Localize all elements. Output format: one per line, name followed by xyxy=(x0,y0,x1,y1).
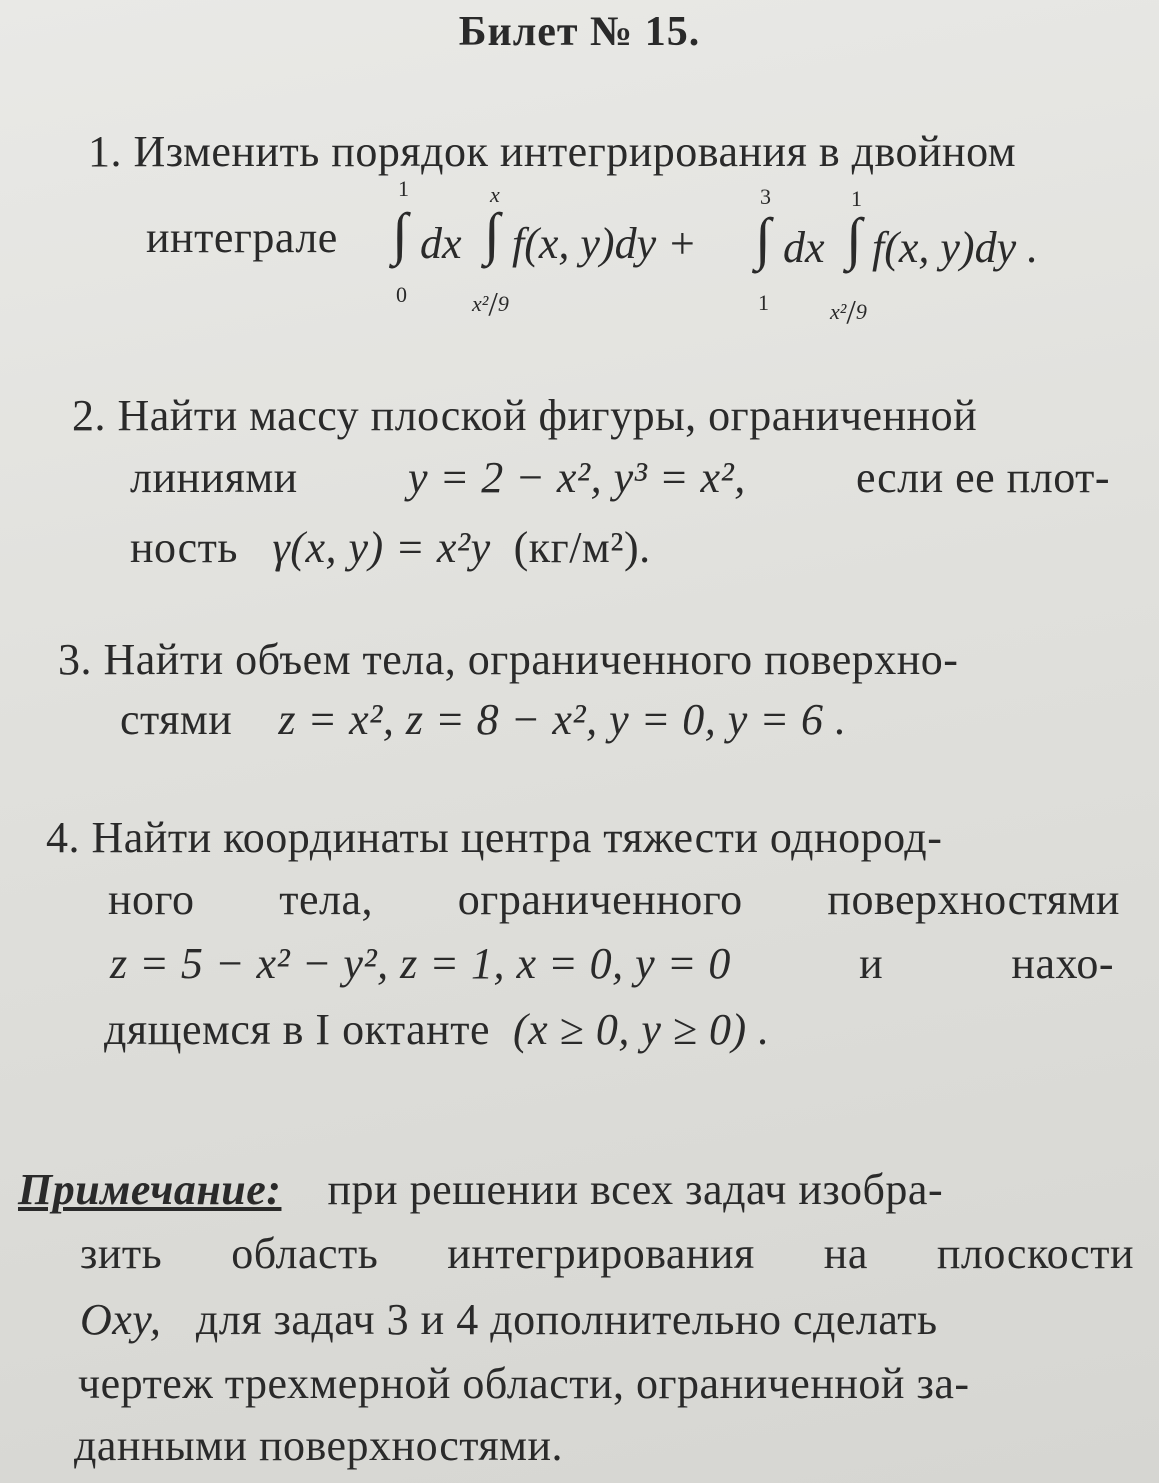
ticket-title: Билет № 15. xyxy=(458,9,701,55)
int4-lower-numerator: x² xyxy=(830,299,847,324)
note-line1-rest: при решении всех задач изобра- xyxy=(327,1165,944,1214)
int4-lower-denominator: 9 xyxy=(855,299,867,324)
task2-line3 xyxy=(130,522,651,573)
task4-line4-text: дящемся в I октанте xyxy=(104,1005,490,1054)
task4-line4 xyxy=(104,1004,770,1055)
note-line2-word: интегрирования xyxy=(447,1229,755,1278)
task3-line1: 3. Найти объем тела, ограниченного поверхно- xyxy=(58,635,959,684)
note-line2-word: на xyxy=(823,1229,868,1278)
task4-line3-tail: нахо- xyxy=(1011,939,1114,988)
integral-sign-icon: ∫ xyxy=(392,201,408,266)
task1-word-integral: интеграле xyxy=(146,213,338,262)
task2-line1: 2. Найти массу плоской фигуры, ограниченной xyxy=(72,391,978,440)
note-line3 xyxy=(80,1294,938,1345)
task2-word-density: ность xyxy=(130,523,238,572)
task2-density-formula: γ(x, y) = x²y xyxy=(272,523,491,572)
int2-lower-limit: x²/9 xyxy=(472,286,509,323)
int2-integrand: f(x, y)dy + xyxy=(512,219,697,268)
note-line2 xyxy=(80,1228,1134,1279)
task3-equations: z = x², z = 8 − x², y = 0, y = 6 . xyxy=(278,695,847,744)
task2-equations: y = 2 − x², y³ = x², xyxy=(407,453,746,502)
task4-line3 xyxy=(110,938,1114,989)
task3-line2 xyxy=(120,694,847,745)
note-line2-word: плоскости xyxy=(936,1229,1134,1278)
int3-upper-limit: 3 xyxy=(760,184,771,209)
int2-lower-denominator: 9 xyxy=(497,291,509,316)
note-line1 xyxy=(18,1164,943,1215)
int4-upper-limit: 1 xyxy=(851,186,862,211)
int3-differential: dx xyxy=(783,223,825,272)
task4-line2-word: ного xyxy=(108,875,195,924)
task2-line2-tail: если ее плот- xyxy=(855,453,1110,502)
note-line2-word: зить xyxy=(80,1229,163,1278)
int1-differential: dx xyxy=(420,219,462,268)
task1-line1: 1. Изменить порядок интегрирования в двойном xyxy=(88,127,1017,176)
int1-lower-limit: 0 xyxy=(396,282,407,307)
task2-word-lines: линиями xyxy=(130,453,298,502)
int4-lower-limit: x²/9 xyxy=(830,294,867,331)
int4-integrand: f(x, y)dy . xyxy=(872,223,1039,272)
note-line4: чертеж трехмерной области, ограниченной за- xyxy=(78,1359,970,1408)
task2-line2 xyxy=(130,452,1110,503)
task4-line2-word: ограниченного xyxy=(457,875,743,924)
note-line5: данными поверхностями. xyxy=(74,1421,564,1470)
note-plane-oxy: Oxy, xyxy=(80,1295,162,1344)
int3-lower-limit: 1 xyxy=(758,290,769,315)
task2-density-unit: (кг/м²). xyxy=(513,523,651,572)
task4-equations: z = 5 − x² − y², z = 1, x = 0, y = 0 xyxy=(110,939,731,988)
integral-sign-icon: ∫ xyxy=(846,206,862,271)
note-label: Примечание: xyxy=(18,1165,282,1214)
task3-word-surfaces: стями xyxy=(120,695,233,744)
task4-line2 xyxy=(108,874,1120,925)
task4-line2-word: тела, xyxy=(279,875,374,924)
int2-upper-limit: x xyxy=(490,182,500,207)
task4-octant-condition: (x ≥ 0, y ≥ 0) . xyxy=(512,1005,770,1054)
int2-lower-numerator: x² xyxy=(472,291,489,316)
integral-sign-icon: ∫ xyxy=(755,206,771,271)
task4-word-and: и xyxy=(859,939,884,988)
note-line2-word: область xyxy=(231,1229,379,1278)
task4-line2-word: поверхностями xyxy=(827,875,1120,924)
int1-upper-limit: 1 xyxy=(398,176,409,201)
integral-sign-icon: ∫ xyxy=(484,201,500,266)
note-line3-rest: для задач 3 и 4 дополнительно сделать xyxy=(195,1295,938,1344)
task4-line1: 4. Найти координаты центра тяжести однород- xyxy=(46,813,943,862)
